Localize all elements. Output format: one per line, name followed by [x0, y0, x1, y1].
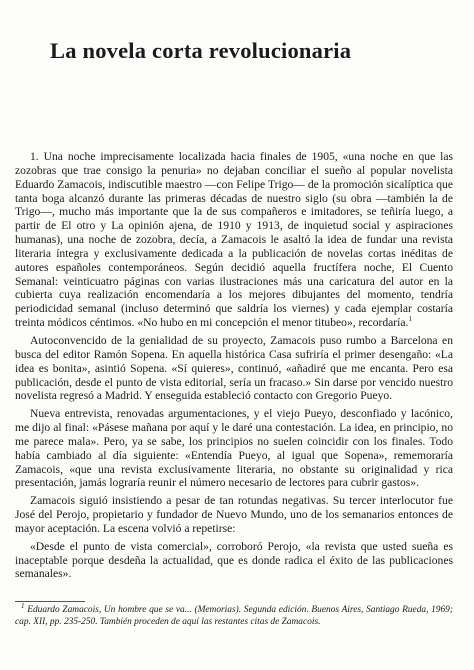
page-title: La novela corta revolucionaria	[50, 38, 352, 63]
footnote	[15, 601, 453, 628]
paragraph-text: Nueva entrevista, renovadas argumentaciones, y el viejo Pueyo, desconfiado y lacónico, me dijo al final: «Pásese mañana por aquí y le daré una contestación. La idea, en principio, no me parece mala». Pero, ya se sabe, los principios no suelen coincidir con los finales. Todo había cambiado al día siguiente: «Entendía Pueyo, al igual que Sopena», rememoraría Zamacois, «que una revista exclusivamente literaria, no obstante su originalidad y rica presentación, jamás lograría reunir el número necesario de lectores para cubrir gastos».	[15, 407, 453, 490]
footnote-reference: 1	[408, 315, 412, 324]
paragraph-text: «Desde el punto de vista comercial», corroboró Perojo, «la revista que usted sueña es inaceptable porque desdeña la actualidad, que es donde radica el éxito de las publicaciones semanales».	[15, 539, 453, 581]
paragraph	[15, 407, 453, 490]
footnote-text: Eduardo Zamacois, Un hombre que se va... (Memorias). Segunda edición. Buenos Aires, Santiago Rueda, 1969; cap. XII, pp. 235-250. También proceden de aquí las restantes citas de Zamacois.	[15, 605, 453, 627]
paragraph	[15, 334, 453, 403]
paragraph-text: Zamacois siguió insistiendo a pesar de tan rotundas negativas. Su tercer interlocutor fue José del Perojo, propietario y fundador de Nuevo Mundo, uno de los semanarios entonces de mayor aceptación. La escena volvió a repetirse:	[15, 494, 453, 535]
paragraph-text: 1. Una noche imprecisamente localizada hacia finales de 1905, «una noche en que las zozobras que trae consigo la penuria» no dejaban conciliar el sueño al popular novelista Eduardo Zamacois, indiscutible maestro —con Felipe Trigo— de la promoción sicalíptica que tanta boga alcanzó durante las primeras décadas de nuestro siglo (su obra —también la de Trigo—, mucho más importante que la de sus compañeros e imitadores, se teñiría luego, a partir de El otro y La opinión ajena, de 1910 y 1913, de inquietud social y aspiraciones humanas), una noche de zozobra, decía, a Zamacois le asaltó la idea de fundar una revista literaria íntegra y exclusivamente dedicada a la publicación de novelas cortas inéditas de autores españoles contemporáneos. Según decidió aquella fructífera noche, El Cuento Semanal: veinticuatro páginas con varias ilustraciones más una caricatura del autor en la cubierta cuya realización encomendaría a los mejores dibujantes del momento, tendría periodicidad semanal (incluso determinó que saldría los viernes) y cada ejemplar costaría treinta módicos céntimos. «No hubo en mi concepción el menor titubeo», recordaría.	[15, 150, 453, 330]
paragraph	[15, 150, 453, 330]
footnote-marker: 1	[21, 601, 25, 610]
footnote-divider	[15, 601, 85, 602]
paragraph	[15, 494, 453, 536]
paragraph-text: Autoconvencido de la genialidad de su proyecto, Zamacois puso rumbo a Barcelona en busca del editor Ramón Sopena. En aquella histórica Casa sufriría el primer desengaño: «La idea es bonita», asintió Sopena. «Sí quieres», continuó, «añadiré que me encanta. Pero esa publicación, desde el punto de vista editorial, sería un fracaso.» Sin darse por vencido nuestro novelista regresó a Madrid. Y enseguida estableció contacto con Gregorio Pueyo.	[15, 333, 453, 403]
body-text	[15, 150, 453, 585]
paragraph	[15, 540, 453, 582]
